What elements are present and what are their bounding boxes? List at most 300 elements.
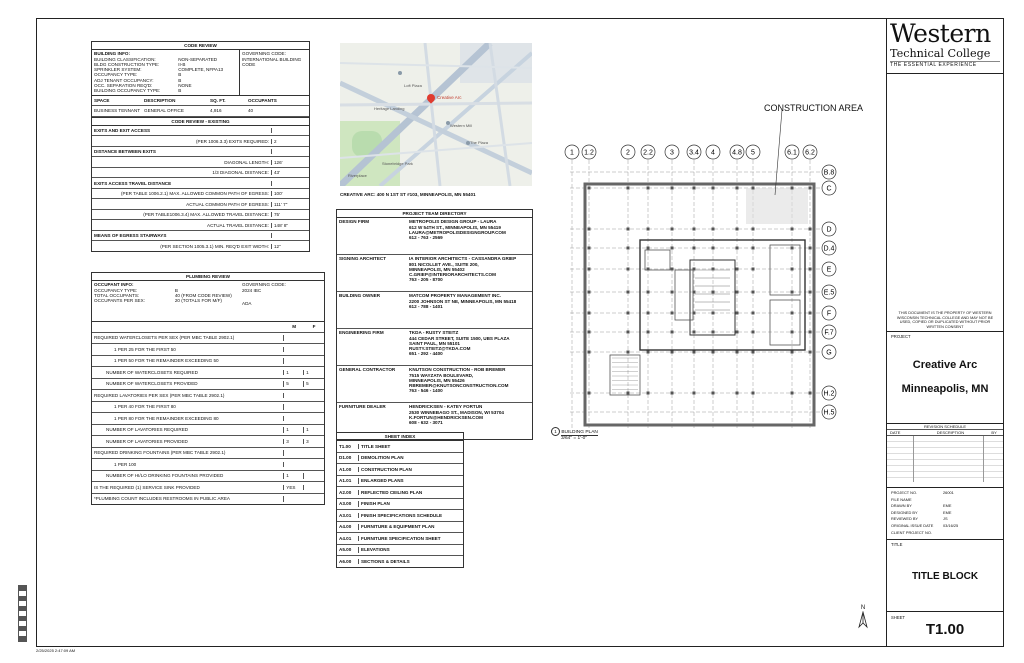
- column: [791, 351, 794, 354]
- column: [671, 312, 674, 315]
- rev-col-desc: DESCRIPTION: [936, 430, 965, 435]
- code-review-row: [92, 178, 309, 189]
- code-review-row-value: 12": [274, 243, 281, 249]
- column: [809, 228, 812, 231]
- occupant-info-label: TOTAL OCCUPANTS:: [94, 292, 140, 298]
- sheet-number: A1.01: [337, 478, 359, 483]
- sheet-name: ELEVATIONS: [361, 547, 390, 553]
- column: [712, 392, 715, 395]
- col-m: M: [292, 324, 297, 330]
- code-review-existing-title: CODE REVIEW - EXISTING: [92, 117, 309, 126]
- column: [693, 351, 696, 354]
- project-info-label: DRAWN BY: [891, 503, 912, 509]
- grid-label-top: 4: [711, 149, 715, 157]
- building-plan-title: BUILDING PLAN: [561, 430, 598, 435]
- column: [712, 228, 715, 231]
- sheet-label: SHEET: [891, 615, 905, 620]
- column: [588, 268, 591, 271]
- room-wall: [645, 250, 670, 270]
- directory-row: [337, 292, 532, 329]
- map-caption: CREATIVE ARC: 400 N 1ST ST #103, MINNEAPOLIS, MN 55401: [340, 192, 476, 197]
- grid-label-right: D.4: [823, 245, 835, 253]
- grid-label-top: 3.4: [689, 149, 699, 157]
- building-info-values: [178, 51, 237, 93]
- sheet-index-row: [337, 533, 463, 545]
- revision-title: REVISION SCHEDULE: [887, 424, 1003, 430]
- code-review-title: CODE REVIEW: [92, 42, 309, 50]
- code-review-row-value: 111' 7": [274, 201, 288, 207]
- code-review-row-value: 75': [274, 212, 280, 218]
- sheet-number: A4.01: [337, 536, 359, 541]
- code-review-row: [92, 168, 309, 179]
- column: [647, 351, 650, 354]
- code-review-row-label: (PER TABLE1006.3.4) MAX. ALLOWED TRAVEL DISTANCE:: [92, 212, 272, 217]
- project-info-label: PROJECT NO.: [891, 490, 918, 495]
- project-info-row: [887, 497, 1003, 504]
- sheet-number: A1.00: [337, 467, 359, 472]
- directory-row: [337, 255, 532, 292]
- project-info-label: ORIGINAL ISSUE DATE: [891, 522, 934, 528]
- sheet-number: A3.00: [337, 501, 359, 506]
- sheet-name: FINISH SPECIFICATIONS SCHEDULE: [361, 512, 443, 518]
- title-label: TITLE: [891, 542, 903, 547]
- stair-wall: [610, 355, 640, 395]
- project-info-row: [887, 490, 1003, 497]
- plumbing-row-label: 1 PER 25 FOR THE FIRST 50: [92, 347, 284, 352]
- plumbing-row-label: IS THE REQUIRED (1) SERVICE SINK PROVIDED: [92, 485, 284, 490]
- plumbing-row-label: 1 PER 80 FOR THE REMAINDER EXCEEDING 80: [92, 416, 284, 421]
- occupant-info-label: OCCUPANCY TYPE:: [94, 287, 138, 293]
- sheet-number: A6.00: [337, 559, 359, 564]
- grid-label-right: H.2: [823, 390, 835, 398]
- building-info-label: BLDG CONSTRUCTION TYPE:: [94, 61, 160, 67]
- directory-row: [337, 329, 532, 366]
- directory-role: BUILDING OWNER: [339, 293, 381, 299]
- sheet-index-row: [337, 476, 463, 488]
- plumbing-row-label: *PLUMBING COUNT INCLUDES RESTROOMS IN PUBLIC AREA: [92, 496, 284, 501]
- plumbing-row-label: 1 PER 50 FOR THE REMAINDER EXCEEDING 50: [92, 358, 284, 363]
- grid-label-right: E.5: [823, 289, 835, 297]
- grid-label-top: 1: [570, 149, 574, 157]
- directory-contact: [407, 256, 532, 282]
- column: [693, 247, 696, 250]
- column: [671, 351, 674, 354]
- grid-label-right: G: [826, 349, 832, 357]
- column: [736, 187, 739, 190]
- code-review-row: [92, 157, 309, 168]
- plumbing-row-label: NUMBER OF LAVATORIES PROVIDED: [92, 439, 284, 444]
- column: [647, 291, 650, 294]
- north-arrow-icon: [856, 611, 870, 629]
- plumbing-row: [92, 379, 324, 391]
- directory-role: FURNITURE DEALER: [339, 404, 386, 410]
- sheet-name: TITLE SHEET: [361, 443, 391, 449]
- column: [809, 351, 812, 354]
- map-label-0: Heritage Landing: [374, 106, 405, 111]
- grid-label-top: 2.2: [643, 149, 653, 157]
- title-block: [886, 18, 1004, 647]
- column: [752, 247, 755, 250]
- directory-contact-line: 763 - 205 - 8700: [409, 277, 443, 283]
- code-review-row: [92, 199, 309, 210]
- code-review-row-label: ACTUAL TRAVEL DISTANCE:: [92, 223, 272, 228]
- column: [712, 331, 715, 334]
- directory-contact: [407, 404, 532, 425]
- column: [647, 312, 650, 315]
- occupant-info-label: OCCUPANT INFO:: [94, 282, 134, 288]
- directory-contact-line: IA INTERIOR ARCHITECTS - CASSANDRA GRIEP: [409, 256, 517, 262]
- column: [752, 392, 755, 395]
- directory-contact-line: 612 - 788 - 1401: [409, 303, 443, 309]
- building-info-label: OCC. SEPARATION REQ'D:: [94, 82, 153, 88]
- plumbing-row-m: 1: [284, 473, 304, 478]
- directory-contact: [407, 330, 532, 356]
- construction-area-hatch: [746, 188, 808, 224]
- directory-contact-line: 612 W 54TH ST., MINNEAPOLIS, MN 55419: [409, 224, 501, 230]
- column: [736, 291, 739, 294]
- plumbing-row: [92, 413, 324, 425]
- column: [627, 392, 630, 395]
- column: [588, 351, 591, 354]
- grid-label-top: 6.1: [787, 149, 797, 157]
- revision-schedule: [887, 424, 1003, 486]
- column: [736, 312, 739, 315]
- sheet-number: T1.00: [337, 444, 359, 449]
- column: [588, 392, 591, 395]
- sheet-index-row: [337, 487, 463, 499]
- project-info-row: [887, 503, 1003, 510]
- governing-code-value: INTERNATIONAL BUILDING CODE: [242, 56, 302, 67]
- column: [809, 268, 812, 271]
- sheet-name: FURNITURE SPECIFICATION SHEET: [361, 535, 441, 541]
- directory-row: [337, 366, 532, 403]
- code-review-existing-rows: [92, 126, 309, 251]
- space-cell: BUSINESS TENNANT: [94, 108, 141, 114]
- column: [752, 187, 755, 190]
- project-info-value: JS: [943, 516, 948, 522]
- sheet-name: SECTIONS & DETAILS: [361, 558, 410, 564]
- grid-label-top: 5: [751, 149, 755, 157]
- governing-code-label: GOVERNING CODE:: [242, 51, 286, 57]
- sheet-index-row: [337, 545, 463, 557]
- plumbing-row-f: 5: [306, 381, 309, 387]
- column: [712, 351, 715, 354]
- directory-contact-line: 801 NICOLLET AVE., SUITE 200,: [409, 261, 479, 267]
- plumbing-row-f: 1: [306, 369, 309, 375]
- directory-contact-line: 651 - 292 - 4400: [409, 351, 443, 357]
- plumbing-rows: [92, 333, 324, 505]
- column: [671, 392, 674, 395]
- column: [588, 331, 591, 334]
- column: [671, 228, 674, 231]
- code-review-row-label: (PER SECTION 1005.3.1) MIN. REQ'D EXIT WIDTH:: [92, 244, 272, 249]
- building-info-label: ADJ TENANT OCCUPANCY:: [94, 77, 154, 83]
- column: [588, 247, 591, 250]
- column: [791, 312, 794, 315]
- column: [627, 351, 630, 354]
- plumbing-row: [92, 367, 324, 379]
- occupant-info-value: B: [174, 287, 178, 293]
- directory-contact-line: HENDRICKSEN - KATEY FORTUN: [409, 404, 483, 410]
- sheet-index-row: [337, 522, 463, 534]
- column: [693, 187, 696, 190]
- building-info-value: B: [178, 88, 182, 94]
- column: [809, 312, 812, 315]
- building-info-value: NONE: [178, 83, 192, 89]
- plumbing-governing-code-label: GOVERNING CODE:: [242, 282, 286, 288]
- sheet-index-row: [337, 510, 463, 522]
- sheet-name: REFLECTED CEILING PLAN: [361, 489, 423, 495]
- directory-contact-line: MINNEAPOLIS, MN 55426: [409, 377, 465, 383]
- plumbing-row-label: REQUIRED LAVATORIES PER SEX (PER MBC TABLE 2902.1): [92, 393, 284, 398]
- directory-title: PROJECT TEAM DIRECTORY: [337, 210, 532, 218]
- column: [693, 392, 696, 395]
- project-info-value: 26001: [943, 490, 954, 495]
- logo-technical-college: Technical College: [890, 47, 991, 60]
- logo-western: Western: [890, 19, 991, 48]
- code-review-table: [91, 41, 310, 252]
- sheet-index-row: [337, 499, 463, 511]
- column: [736, 351, 739, 354]
- directory-contact-line: 2200 JOHNSON ST NE, MINNEAPOLIS, MN 55418: [409, 298, 517, 304]
- space-cell: 40: [248, 108, 254, 114]
- directory-contact-line: 763 - 546 - 1400: [409, 388, 443, 394]
- plumbing-mf-header: [92, 322, 324, 333]
- column: [752, 351, 755, 354]
- directory-contact-line: TKDA - RUSTY STEITZ: [409, 330, 459, 336]
- building-info-value: NON-SEPARATED: [178, 56, 218, 62]
- plumbing-row: [92, 459, 324, 471]
- sheet-number: D1.00: [337, 455, 359, 460]
- project-info-row: [887, 530, 1003, 537]
- code-review-row-value: 43': [274, 170, 280, 176]
- plumbing-row: [92, 390, 324, 402]
- column: [809, 331, 812, 334]
- grid-label-top: 1.2: [584, 149, 594, 157]
- column: [671, 268, 674, 271]
- sheet-value: T1.00: [925, 621, 965, 638]
- project-info-value: EME: [943, 503, 952, 509]
- project-info-row: [887, 523, 1003, 530]
- directory-role: SIGNING ARCHITECT: [339, 256, 387, 262]
- directory-contact-line: RUSTY.STEITZ@TKDA.COM: [409, 346, 471, 352]
- grid-label-right: B.8: [823, 169, 835, 177]
- column: [809, 392, 812, 395]
- project-info: [887, 490, 1003, 536]
- column: [627, 187, 630, 190]
- code-review-row: [92, 136, 309, 147]
- code-review-row-value: 2: [274, 138, 277, 144]
- occupant-info-label: OCCUPANTS PER SEX:: [94, 298, 145, 304]
- logo-tagline: THE ESSENTIAL EXPERIENCE: [890, 61, 1000, 68]
- column: [712, 291, 715, 294]
- rev-col-by: BY: [991, 430, 997, 435]
- code-review-row-label: MEANS OF EGRESS STAIRWAYS: [92, 233, 272, 238]
- code-review-row-label: ACTUAL COMMON PATH OF EGRESS:: [92, 202, 272, 207]
- column: [588, 291, 591, 294]
- col-f: F: [312, 324, 316, 330]
- space-header-cell: OCCUPANTS: [248, 97, 277, 103]
- occupant-info-value: 40 (FROM CODE REVIEW): [174, 292, 232, 298]
- column: [736, 268, 739, 271]
- building-info-value: B: [178, 77, 182, 83]
- project-info-row: [887, 516, 1003, 523]
- code-review-row: [92, 189, 309, 200]
- project-name: Creative Arc: [912, 359, 978, 371]
- sheet-name: CONSTRUCTION PLAN: [361, 466, 412, 472]
- column: [627, 312, 630, 315]
- directory-contact-line: METROPOLIS DESIGN GROUP - LAURA: [409, 219, 497, 225]
- space-header-cell: DESCRIPTION: [144, 97, 176, 103]
- column: [736, 247, 739, 250]
- plumbing-row: [92, 494, 324, 505]
- column: [627, 291, 630, 294]
- plumbing-row-label: NUMBER OF HI/LO DRINKING FOUNTAINS PROVIDED: [92, 473, 284, 478]
- column: [791, 187, 794, 190]
- project-team-directory: [336, 209, 533, 440]
- plumbing-row: [92, 402, 324, 414]
- building-plan: [550, 100, 880, 440]
- sheet-number: A5.00: [337, 547, 359, 552]
- sheet-name: FURNITURE & EQUIPMENT PLAN: [361, 524, 435, 530]
- column: [791, 268, 794, 271]
- space-header-row: [92, 96, 309, 107]
- plumbing-row: [92, 333, 324, 345]
- map-pin-label: Creative Arc: [437, 95, 462, 100]
- code-review-row-label: DISTANCE BETWEEN EXITS: [92, 149, 272, 154]
- code-review-row-value: 126': [274, 159, 283, 165]
- column: [791, 331, 794, 334]
- north-arrow: [856, 605, 870, 631]
- column: [791, 247, 794, 250]
- column: [809, 291, 812, 294]
- building-info-value: COMPLETE, NFPA13: [178, 67, 224, 73]
- building-info-label: BUILDING OCCUPANCY TYPE:: [94, 88, 161, 94]
- north-label: N: [860, 605, 866, 611]
- directory-row: [337, 218, 532, 255]
- code-review-row: [92, 231, 309, 242]
- column: [647, 247, 650, 250]
- ada-label: ADA: [242, 300, 252, 306]
- grid-label-right: F: [826, 310, 832, 318]
- office-wall: [770, 300, 800, 345]
- directory-contact-line: 7515 WAYZATA BOULEVARD,: [409, 372, 474, 378]
- building-info-value: B: [178, 72, 182, 78]
- column: [588, 187, 591, 190]
- column: [671, 331, 674, 334]
- space-cell: GENERAL OFFICE: [144, 108, 184, 114]
- building-info-label: OCCUPANCY TYPE:: [94, 72, 138, 78]
- grid-label-right: H.5: [823, 409, 835, 417]
- code-review-row-label: EXITS AND EXIT ACCESS: [92, 128, 272, 133]
- project-info-value: [943, 497, 1003, 504]
- column: [647, 331, 650, 334]
- building-info-label: BUILDING CLASSIFICATION:: [94, 56, 156, 62]
- directory-contact-line: 608 - 632 - 3071: [409, 420, 443, 426]
- code-review-row-value: 100': [274, 191, 283, 197]
- directory-role: ENGINEERING FIRM: [339, 330, 384, 336]
- project-label: PROJECT: [891, 334, 911, 339]
- sheet-index-row: [337, 464, 463, 476]
- occupant-info-labels: [94, 282, 175, 320]
- column: [791, 228, 794, 231]
- column: [647, 187, 650, 190]
- map-label-3: The Plaza: [470, 140, 489, 145]
- grid-label-right: E: [826, 266, 832, 274]
- plumbing-row-label: NUMBER OF WATERCLOSETS PROVIDED: [92, 381, 284, 386]
- project-info-label: DESIGNED BY: [891, 509, 918, 515]
- directory-contact: [407, 367, 532, 393]
- column: [588, 228, 591, 231]
- directory-contact: [407, 293, 532, 309]
- plumbing-row: [92, 344, 324, 356]
- office-wall: [770, 245, 800, 295]
- directory-contact-line: 612 - 763 - 2569: [409, 235, 443, 241]
- column: [712, 187, 715, 190]
- code-review-row: [92, 147, 309, 158]
- column: [736, 228, 739, 231]
- column: [736, 392, 739, 395]
- plumbing-row: [92, 436, 324, 448]
- sheet-name: FINISH PLAN: [361, 501, 390, 507]
- column: [752, 331, 755, 334]
- sheet-number: A4.00: [337, 524, 359, 529]
- location-map: [340, 43, 532, 186]
- plumbing-row-label: 1 PER 100: [92, 462, 284, 467]
- map-label-4: Riverplace: [348, 173, 367, 178]
- plumbing-review-title: PLUMBING REVIEW: [92, 273, 324, 281]
- column: [736, 331, 739, 334]
- column: [712, 247, 715, 250]
- column: [647, 392, 650, 395]
- column: [712, 312, 715, 315]
- title-value: TITLE BLOCK: [911, 571, 979, 582]
- code-review-row: [92, 126, 309, 137]
- plumbing-row: [92, 448, 324, 460]
- plot-timestamp: 2/25/2025 2:47:09 AM: [36, 648, 76, 653]
- directory-contact-line: KNUTSON CONSTRUCTION - ROB BREMER: [409, 367, 506, 373]
- code-review-row-label: (PER 1006.3.3) EXITS REQUIRED:: [92, 139, 272, 144]
- column: [752, 312, 755, 315]
- plumbing-row: [92, 356, 324, 368]
- sheet-name: DEMOLITION PLAN: [361, 455, 404, 461]
- plumbing-row-m: 3: [284, 439, 304, 444]
- grid-label-top: 3: [670, 149, 674, 157]
- directory-contact-line: 2530 WINNEBAGO ST., MADISON, WI 53704: [409, 409, 504, 415]
- scale-bar: [18, 585, 27, 642]
- leader-line: [775, 110, 782, 195]
- building-info-value: II-B: [178, 61, 186, 67]
- sheet-index: [336, 432, 464, 568]
- column: [627, 268, 630, 271]
- column: [809, 247, 812, 250]
- plumbing-row-m: 1: [284, 427, 304, 432]
- plumbing-row-m: 5: [284, 381, 304, 386]
- column: [627, 247, 630, 250]
- space-cell: 4,916: [210, 108, 222, 114]
- plumbing-row-label: REQUIRED WATERCLOSETS PER SEX (PER MBC TABLE 2902.1): [92, 335, 284, 340]
- code-review-row: [92, 210, 309, 221]
- map-label-5: Stonebridge Park: [382, 161, 413, 166]
- core-wall: [690, 260, 735, 335]
- directory-contact-line: SAINT PAUL, MN 55101: [409, 340, 460, 346]
- column: [693, 228, 696, 231]
- directory-contact-line: K.FORTUN@HENDRICKSEN.COM: [409, 414, 483, 420]
- occupant-info-value: 20 (TOTALS FOR M/F): [174, 298, 222, 304]
- plumbing-row-f: 1: [306, 427, 309, 433]
- grid-label-right: D: [826, 226, 832, 234]
- directory-contact: [407, 219, 532, 240]
